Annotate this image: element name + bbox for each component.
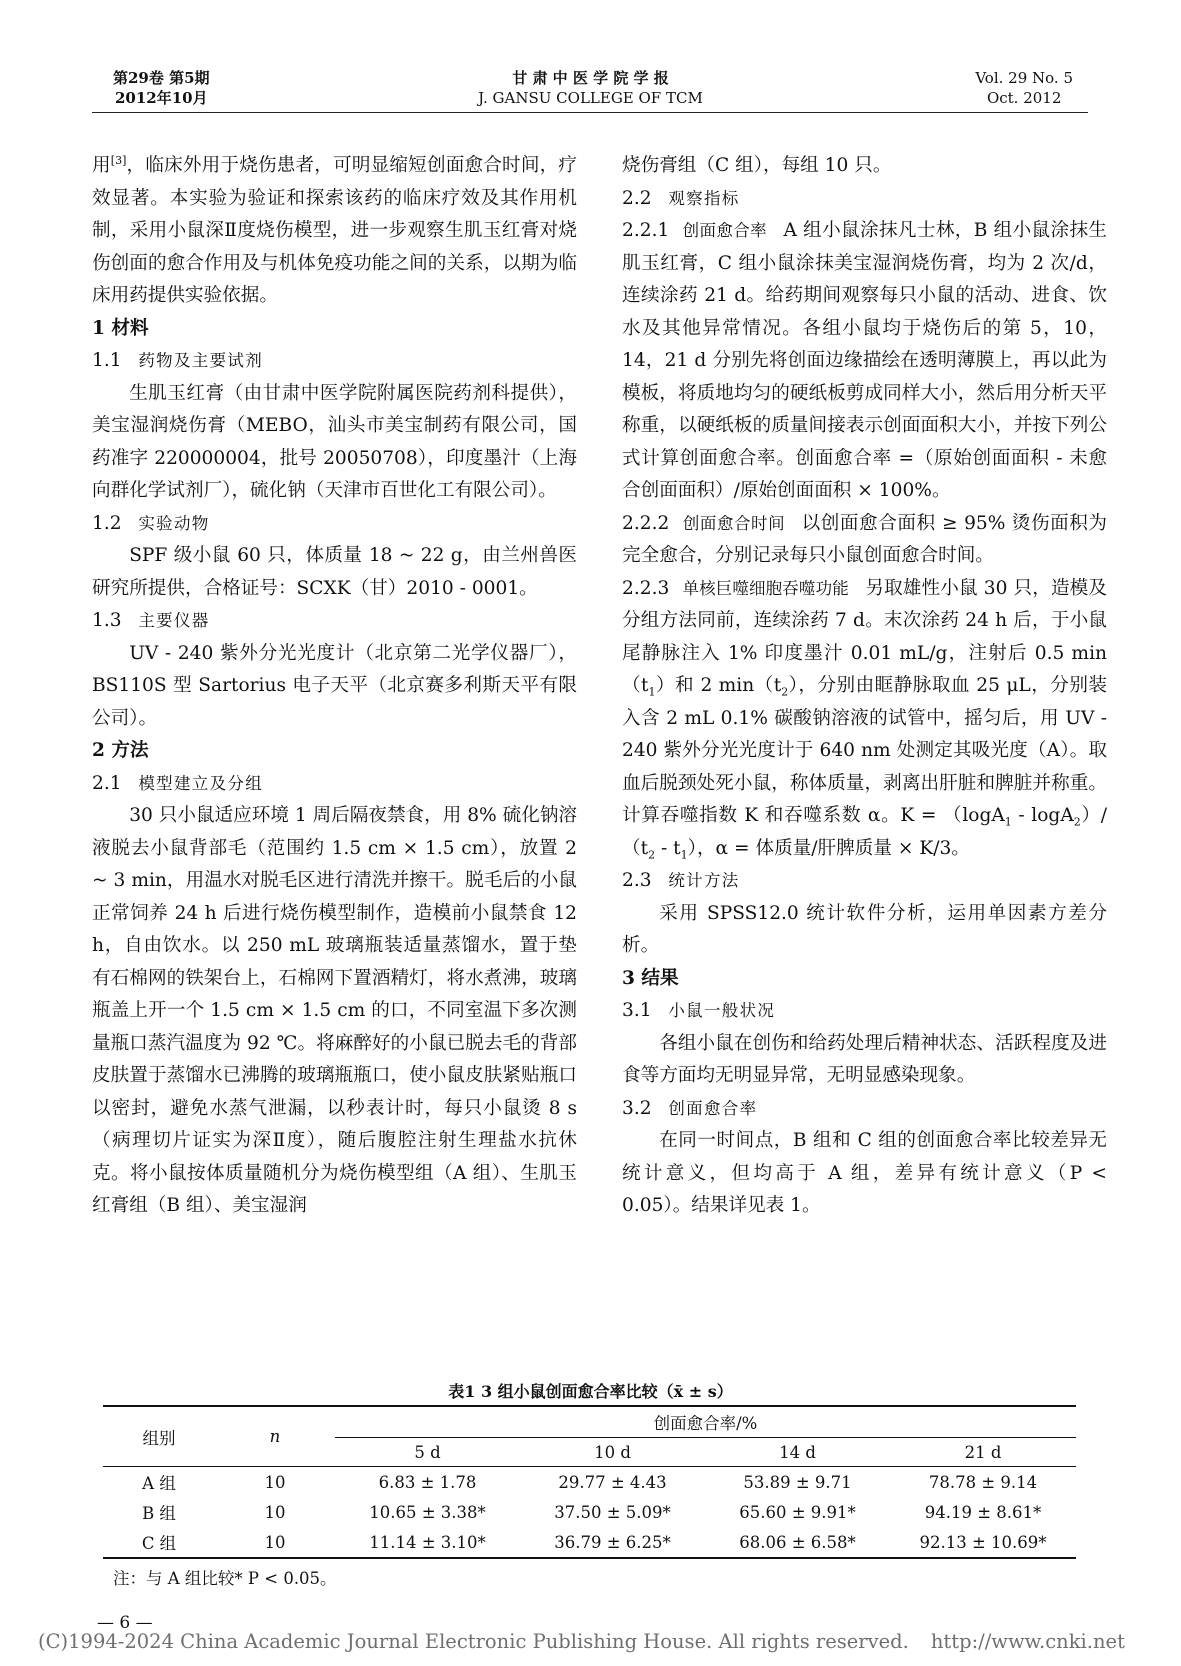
section-3-2-heading: 3.2 创面愈合率 — [622, 1097, 758, 1119]
header-date-en: Oct. 2012 — [986, 89, 1062, 107]
table-cell-group: C 组 — [103, 1527, 215, 1558]
intro-paragraph: 用[3]，临床外用于烧伤患者，可明显缩短创面愈合时间，疗效显著。本实验为验证和探索该药的临床疗效及其作用机制，采用小鼠深Ⅱ度烧伤模型，进一步观察生肌玉红膏对烧伤创面的愈合作用及与机体免疫功能之间的关系，以期为临床用药提供实验依据。 — [92, 153, 577, 306]
table-note: 注：与 A 组比较* P < 0.05。 — [113, 1569, 337, 1588]
header-vol-no: Vol. 29 No. 5 — [975, 69, 1073, 87]
header-journal-cn: 甘 肃 中 医 学 院 学 报 — [512, 69, 669, 87]
table-cell-value: 65.60 ± 9.91* — [739, 1502, 856, 1522]
section-2-3-heading: 2.3 统计方法 — [622, 870, 740, 891]
section-3-1-heading: 3.1 小鼠一般状况 — [622, 1000, 776, 1021]
table-cell-value: 92.13 ± 10.69* — [890, 1527, 1076, 1558]
copyright-text: (C)1994-2024 China Academic Journal Electronic Publishing House. All rights reserved. — [38, 1630, 909, 1653]
col-header-n: n — [215, 1406, 335, 1467]
col-header-day: 10 d — [520, 1438, 705, 1467]
table-caption: 表1 3 组小鼠创面愈合率比较（x̄ ± s） — [448, 1382, 733, 1401]
header-volume-issue: 第29卷 第5期 — [113, 69, 210, 87]
footer-copyright — [38, 1630, 1148, 1653]
section-2-2-heading: 2.2 观察指标 — [622, 187, 740, 209]
section-2-2-3-text: 2.2.3 单核巨噬细胞吞噬功能 另取雄性小鼠 30 只，造模及分组方法同前，连续涂药 7 d。末次涂药 24 h 后，于小鼠尾静脉注入 1% 印度墨汁 0.01 mL/g，注射后 0.5 $\min(t_1)$和 2 $\min(t_2)$，分别由眶静脉取血 25 μL，分别装入含 2 mL 0.1% 碳酸钠溶液的试管中，摇匀后，用 UV - 240 紫外分光光度计于 640 nm 处测定其吸光度（A）。取血后脱颈处死小鼠，称体质量，剥离出肝脏和脾脏并称重。计算吞噬指数 K 和吞噬系数 α。$K = (\log A_1 - \log A_2)/(t_2 - t_1)$，α = 体质量/肝脾质量 × K/3。 — [622, 577, 1108, 862]
left-column — [92, 150, 577, 1223]
table-cell-value: 36.79 ± 6.25* — [520, 1527, 705, 1558]
col-header-group: 组别 — [103, 1406, 215, 1467]
table-cell-value: 53.89 ± 9.71 — [743, 1472, 852, 1492]
header-rule — [92, 112, 1088, 113]
col-header-healing-rate: 创面愈合率/% — [335, 1406, 1076, 1438]
table-cell-value: 94.19 ± 8.61* — [924, 1502, 1042, 1522]
section-1-1-text: 生肌玉红膏（由甘肃中医学院附属医院药剂科提供），美宝湿润烧伤膏（MEBO，汕头市美宝制药有限公司，国药准字 220000004，批号 20050708），印度墨汁（上海向群化学试剂厂），硫化钠（天津市百世化工有限公司）。 — [92, 382, 577, 501]
section-2-1-text: 30 只小鼠适应环境 1 周后隔夜禁食，用 8% 硫化钠溶液脱去小鼠背部毛（范围约 1.5 cm × 1.5 cm），放置 2 ~ 3 min，用温水对脱毛区进行清洗并擦干。脱毛后的小鼠正常饲养 24 h 后进行烧伤模型制作，造模前小鼠禁食 12 h，自由饮水。以 250 mL 玻璃瓶装适量蒸馏水，置于垫有石棉网的铁架台上，石棉网下置酒精灯，将水煮沸，玻璃瓶盖上开一个 1.5 cm × 1.5 cm 的口，不同室温下多次测量瓶口蒸汽温度为 92 ℃。将麻醉好的小鼠已脱去毛的背部皮肤置于蒸馏水已沸腾的玻璃瓶瓶口，使小鼠皮肤紧贴瓶口以密封，避免水蒸气泄漏，以秒表计时，每只小鼠烫 8 s（病理切片证实为深Ⅱ度），随后腹腔注射生理盐水抗休克。将小鼠按体质量随机分为烧伤模型组（A 组）、生肌玉红膏组（B 组）、美宝湿润 — [92, 805, 578, 1216]
col-header-day: 21 d — [890, 1438, 1076, 1467]
section-3-1-text: 各组小鼠在创伤和给药处理后精神状态、活跃程度及进食等方面均无明显异常，无明显感染现象。 — [622, 1032, 1107, 1086]
table-cell-value: 29.77 ± 4.43 — [558, 1472, 667, 1492]
header-date-cn: 2012年10月 — [114, 89, 208, 107]
col-header-day: 14 d — [705, 1438, 890, 1467]
results-table — [103, 1405, 1076, 1559]
section-2-2-3-heading: 单核巨噬细胞吞噬功能 — [682, 578, 849, 598]
table-cell-value: 78.78 ± 9.14 — [928, 1472, 1038, 1492]
table-cell-value: 10.65 ± 3.38* — [369, 1502, 486, 1522]
section-3-heading: 3 结果 — [622, 967, 679, 989]
section-1-2-heading: 1.2 实验动物 — [92, 512, 210, 534]
section-2-2-1-text: 2.2.1 创面愈合率 A 组小鼠涂抹凡士林，B 组小鼠涂抹生肌玉红膏，C 组小鼠涂抹美宝湿润烧伤膏，均为 2 次/d，连续涂药 21 d。给药期间观察每只小鼠的活动、进食、饮水及其他异常情况。各组小鼠均于烧伤后的第 5，10，14，21 d 分别先将创面边缘描绘在透明薄膜上，再以此为模板，将质地均匀的硬纸板剪成同样大小，然后用分析天平称重，以硬纸板的质量间接表示创面面积大小，并按下列公式计算创面愈合率。创面愈合率 =（原始创面面积 - 未愈合创面面积）/原始创面面积 × 100%。 — [622, 220, 1107, 501]
section-3-2-text: 在同一时间点，B 组和 C 组的创面愈合率比较差异无统计意义，但均高于 A 组，差异有统计意义（P < 0.05）。结果详见表 1。 — [622, 1130, 1107, 1216]
table-cell-value: 37.50 ± 5.09* — [554, 1502, 671, 1522]
section-2-2-1-heading: 创面愈合率 — [682, 221, 767, 240]
right-column — [622, 150, 1107, 1223]
section-2-heading: 2 方法 — [92, 740, 149, 761]
section-1-heading: 1 材料 — [92, 317, 149, 339]
section-1-2-text: SPF 级小鼠 60 只，体质量 18 ~ 22 g，由兰州兽医研究所提供，合格证号：SCXK（甘）2010 - 0001。 — [92, 545, 577, 599]
table-cell-n: 10 — [264, 1472, 286, 1492]
table-cell-value: 68.06 ± 6.58* — [705, 1527, 890, 1558]
table-row — [103, 1467, 1076, 1498]
section-2-2-2-heading: 创面愈合时间 — [682, 513, 786, 533]
continuation-paragraph: 烧伤膏组（C 组），每组 10 只。 — [622, 155, 892, 176]
table-cell-n: 10 — [264, 1502, 286, 1522]
citation-ref[interactable]: [3] — [110, 153, 127, 167]
table-cell-group: B 组 — [142, 1504, 176, 1523]
table-cell-value: 6.83 ± 1.78 — [378, 1472, 477, 1492]
section-1-3-text: UV - 240 紫外分光光度计（北京第二光学仪器厂），BS110S 型 Sartorius 电子天平（北京赛多利斯天平有限公司）。 — [92, 642, 577, 729]
table-cell-n: 10 — [215, 1527, 335, 1558]
page-number: — 6 — — [97, 1613, 153, 1633]
header-volume-en — [975, 68, 1073, 108]
section-1-3-heading: 1.3 主要仪器 — [92, 610, 210, 631]
table-cell-value: 11.14 ± 3.10* — [335, 1527, 520, 1558]
header-journal-en: J. GANSU COLLEGE OF TCM — [478, 89, 703, 107]
footer-url-link[interactable]: http://www.cnki.net — [930, 1630, 1125, 1653]
table-row — [103, 1527, 1076, 1558]
section-2-2-2-text: 2.2.2 创面愈合时间 以创面愈合面积 ≥ 95% 烫伤面积为完全愈合，分别记录每只小鼠创面愈合时间。 — [622, 512, 1108, 566]
section-2-1-heading: 2.1 模型建立及分组 — [92, 772, 264, 794]
table-cell-group: A 组 — [142, 1474, 176, 1493]
col-header-day: 5 d — [335, 1438, 520, 1467]
section-2-3-text: 采用 SPSS12.0 统计软件分析，运用单因素方差分析。 — [622, 902, 1107, 956]
table-row — [103, 1497, 1076, 1527]
section-1-1-heading: 1.1 药物及主要试剂 — [92, 350, 264, 371]
